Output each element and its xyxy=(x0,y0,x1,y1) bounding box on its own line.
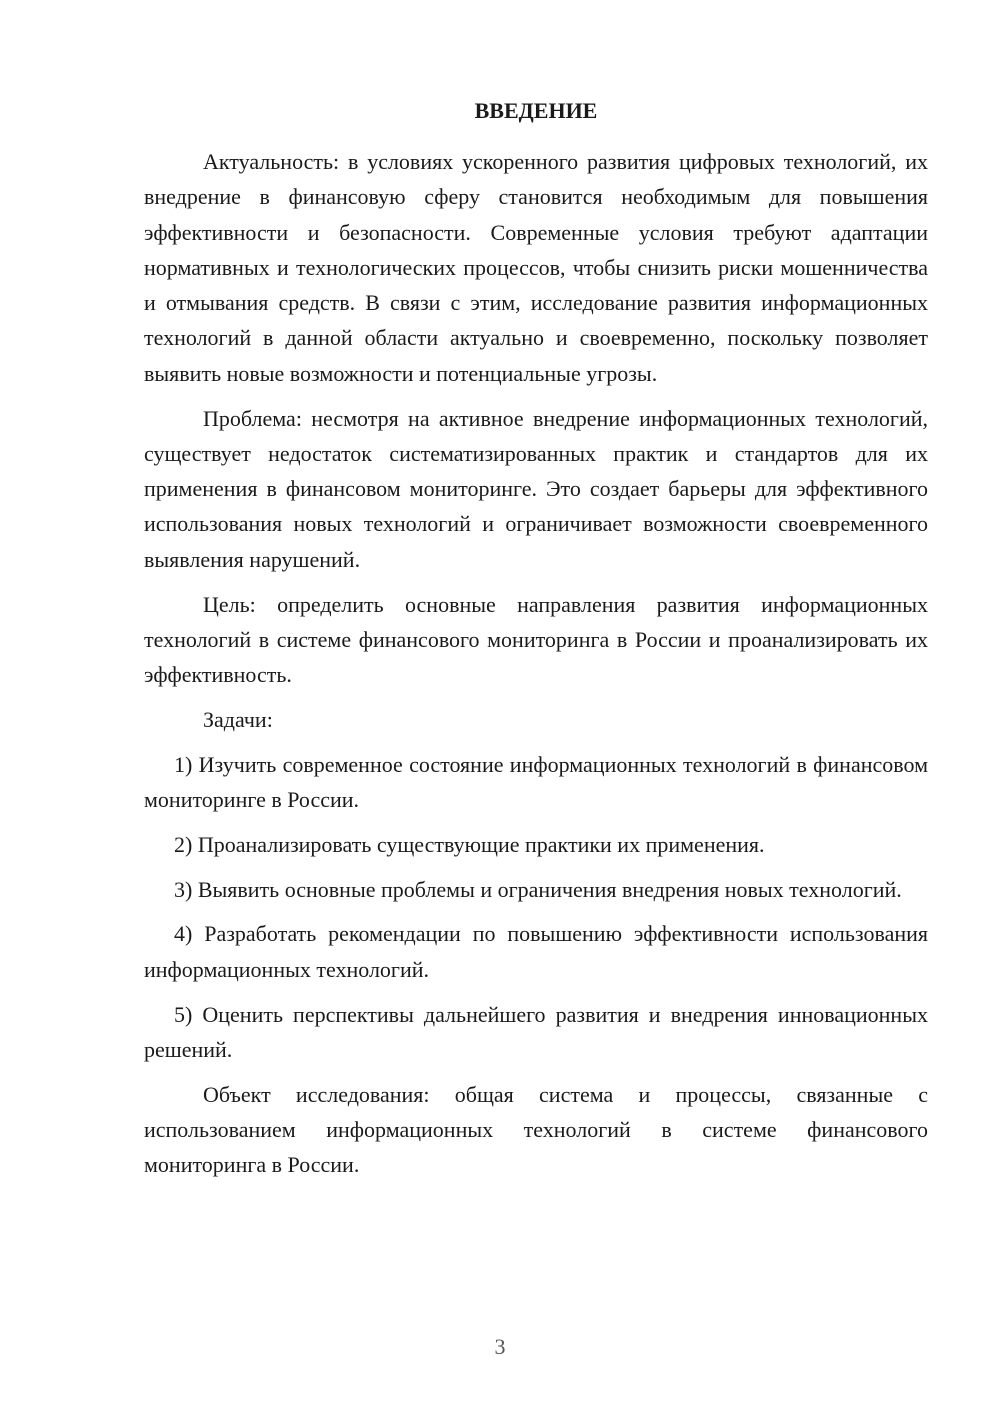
task-item-5: 5) Оценить перспективы дальнейшего развития и внедрения инновационных решений. xyxy=(144,1001,928,1062)
paragraph-object: Объект исследования: общая система и процессы, связанные с использованием информационных технологий в системе финансового мониторинга в России. xyxy=(144,1081,928,1178)
page-number: 3 xyxy=(494,1334,506,1359)
task-item-4: 4) Разработать рекомендации по повышению эффективности использования информационных технологий. xyxy=(144,921,928,982)
body-text xyxy=(144,144,928,1192)
paragraph-relevance: Актуальность: в условиях ускоренного развития цифровых технологий, их внедрение в финансовую сферу становится необходимым для повышения эффективности и безопасности. Современные условия требуют адаптации нормативных и технологических процессов, чтобы снизить риски мошенничества и отмывания средств. В связи с этим, исследование развития информационных технологий в данной области актуально и своевременно, поскольку позволяет выявить новые возможности и потенциальные угрозы. xyxy=(144,149,928,386)
paragraph-problem: Проблема: несмотря на активное внедрение информационных технологий, существует недостаток систематизированных практик и стандартов для их применения в финансовом мониторинге. Это создает барьеры для эффективного использования новых технологий и ограничивает возможности своевременного выявления нарушений. xyxy=(144,405,928,572)
task-item-2: 2) Проанализировать существующие практики их применения. xyxy=(174,831,765,857)
tasks-label: Задачи: xyxy=(203,706,273,732)
task-item-1: 1) Изучить современное состояние информационных технологий в финансовом мониторинге в России. xyxy=(144,751,928,813)
section-heading: ВВЕДЕНИЕ xyxy=(474,98,598,123)
task-item-3: 3) Выявить основные проблемы и ограничения внедрения новых технологий. xyxy=(174,876,902,902)
paragraph-goal: Цель: определить основные направления развития информационных технологий в системе финансового мониторинга в России и проанализировать их эффективность. xyxy=(144,591,928,688)
